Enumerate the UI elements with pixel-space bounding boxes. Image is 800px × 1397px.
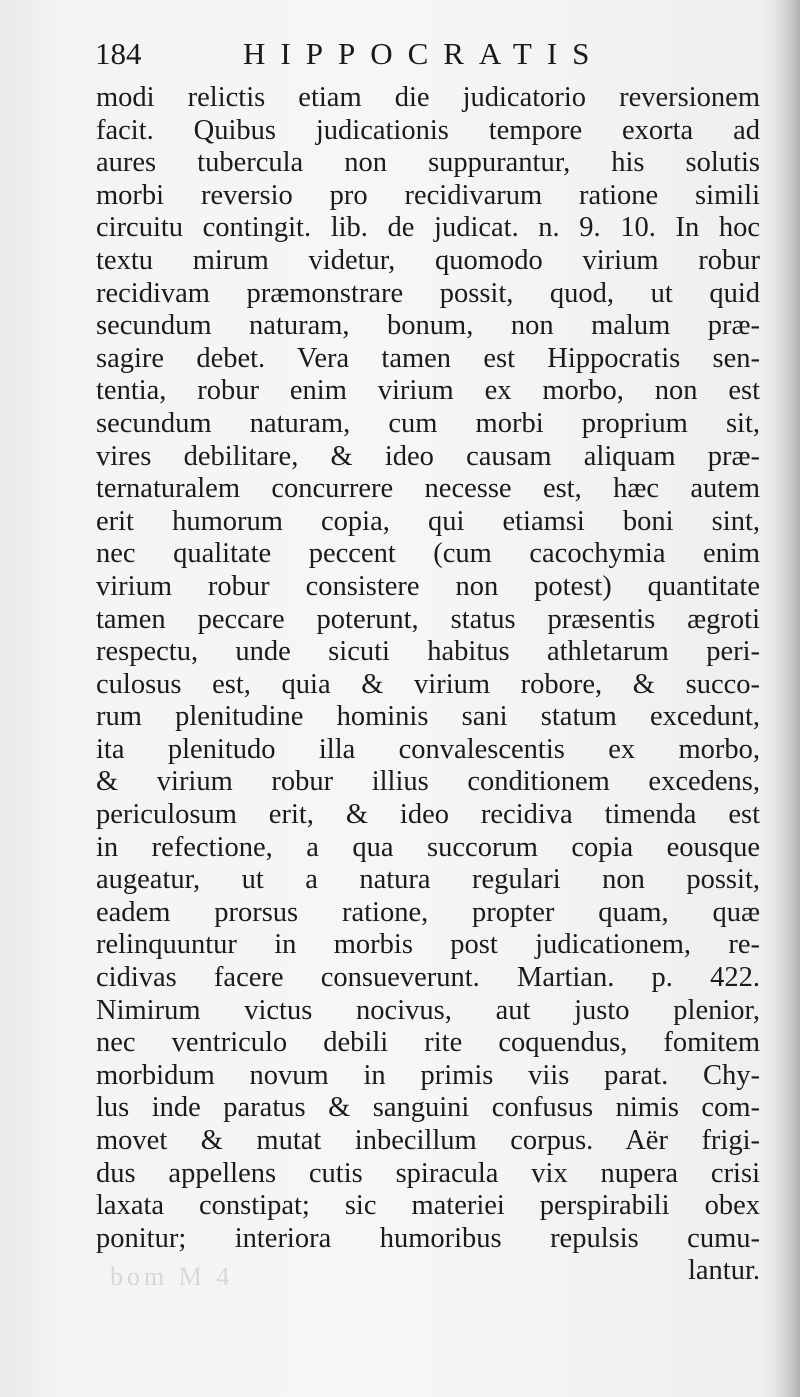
text-line: laxata constipat; sic materiei perspirabili obex: [96, 1190, 760, 1222]
text-line: tamen peccare poterunt, status præsentis ægroti: [96, 603, 760, 635]
show-through-text: bom M 4: [110, 1262, 234, 1291]
text-line: morbi reversio pro recidivarum ratione simili: [96, 179, 760, 211]
text-line: augeatur, ut a natura regulari non possit,: [96, 864, 760, 896]
text-line: ternaturalem concurrere necesse est, hæc autem: [96, 473, 760, 505]
text-line: relinquuntur in morbis post judicationem, re-: [96, 929, 760, 961]
text-line: secundum naturam, cum morbi proprium sit,: [96, 407, 760, 439]
running-title: HIPPOCRATIS: [243, 36, 605, 71]
gutter-shadow: [774, 0, 800, 1397]
page-header: [95, 30, 615, 74]
text-line: sagire debet. Vera tamen est Hippocratis sen-: [96, 342, 760, 374]
text-line: vires debilitare, & ideo causam aliquam præ-: [96, 440, 760, 472]
text-line: lus inde paratus & sanguini confusus nimis com-: [96, 1092, 760, 1124]
body-text: [96, 82, 760, 1288]
text-line: culosus est, quia & virium robore, & succo-: [96, 668, 760, 700]
text-line: textu mirum videtur, quomodo virium robur: [96, 244, 760, 276]
text-line: Nimirum victus nocivus, aut justo plenior,: [96, 994, 760, 1026]
text-line: nec ventriculo debili rite coquendus, fomitem: [96, 1027, 760, 1059]
text-line: secundum naturam, bonum, non malum præ-: [96, 310, 760, 342]
text-line: facit. Quibus judicationis tempore exorta ad: [96, 114, 760, 146]
page-number: 184: [95, 36, 142, 71]
text-line: ponitur; interiora humoribus repulsis cumu-: [96, 1222, 760, 1254]
text-line: morbidum novum in primis viis parat. Chy-: [96, 1059, 760, 1091]
text-line: eadem prorsus ratione, propter quam, quæ: [96, 896, 760, 928]
text-line: erit humorum copia, qui etiamsi boni sint,: [96, 505, 760, 537]
text-line: virium robur consistere non potest) quantitate: [96, 570, 760, 602]
text-line: modi relictis etiam die judicatorio reversionem: [96, 82, 760, 113]
text-line: movet & mutat inbecillum corpus. Aër frigi-: [96, 1125, 760, 1156]
text-line: periculosum erit, & ideo recidiva timenda est: [96, 799, 760, 831]
text-line: ita plenitudo illa convalescentis ex morbo,: [96, 733, 760, 765]
text-line: & virium robur illius conditionem excedens,: [96, 766, 760, 798]
text-line: aures tubercula non suppurantur, his solutis: [96, 147, 760, 179]
text-line: rum plenitudine hominis sani statum excedunt,: [96, 701, 760, 733]
text-line: recidivam præmonstrare possit, quod, ut quid: [96, 277, 760, 309]
text-line: respectu, unde sicuti habitus athletarum peri-: [96, 636, 760, 668]
text-line: dus appellens cutis spiracula vix nupera crisi: [96, 1157, 760, 1189]
text-line: cidivas facere consueverunt. Martian. p. 422.: [96, 962, 760, 994]
text-line: nec qualitate peccent (cum cacochymia enim: [96, 538, 760, 570]
text-line: in refectione, a qua succorum copia eousque: [96, 831, 760, 863]
text-line: tentia, robur enim virium ex morbo, non est: [96, 375, 760, 407]
text-line: circuitu contingit. lib. de judicat. n. 9. 10. In hoc: [96, 212, 760, 244]
text-line: lantur.: [687, 1255, 760, 1287]
